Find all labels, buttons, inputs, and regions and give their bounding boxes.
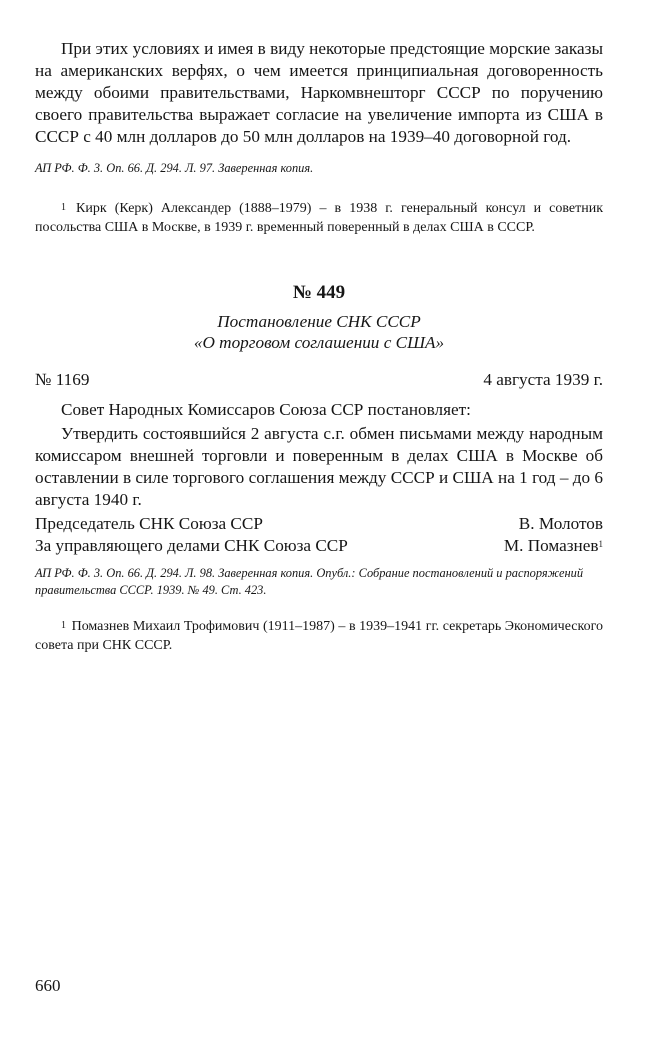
archive-source-2: АП РФ. Ф. 3. Оп. 66. Д. 294. Л. 98. Заверенная копия. Опубл.: Собрание постановлений и распоряжений правительства СССР. 1939. № 49. Ст. 423. [35,566,584,597]
document-date: 4 августа 1939 г. [483,370,603,389]
signature-2-footnote-mark: 1 [598,539,603,549]
registration-number: № 1169 [35,370,90,389]
document-title-line-2: «О торговом соглашении с США» [193,333,445,352]
footnote-2-mark: 1 [61,620,66,631]
archive-source-1: АП РФ. Ф. 3. Оп. 66. Д. 294. Л. 97. Заверенная копия. [35,161,314,175]
footnote-1-text: Кирк (Керк) Александер (1888–1979) – в 1938 г. генеральный консул и советник посольства США в Москве, в 1939 г. временный поверенный в делах США в СССР. [35,201,603,235]
document-number: № 449 [292,282,346,303]
signature-2-name: М. Помазнев [503,536,599,555]
signature-row-1 [35,513,603,535]
document-title-line-1: Постановление СНК СССР [217,312,421,331]
page-content [35,38,603,655]
footnote-2 [35,617,603,655]
page-number: 660 [35,976,61,995]
signature-block [35,513,603,557]
footnote-2-text: Помазнев Михаил Трофимович (1911–1987) – в 1939–1941 гг. секретарь Экономического совета при СНК СССР. [35,619,603,653]
resolution-text: Утвердить состоявшийся 2 августа с.г. обмен письмами между народным комиссаром внешней торговли и поверенным в делах США в Москве об оставлении в силе торгового соглашения между СССР и США на 1 год – до 6 августа 1940 г. [35,424,603,509]
signature-1-role: Председатель СНК Союза ССР [35,514,263,533]
preamble: Совет Народных Комиссаров Союза ССР постановляет: [61,400,471,419]
signature-row-2 [35,535,603,557]
signature-2-name-wrap [504,535,603,557]
document-meta-row [35,369,603,391]
footnote-1 [35,199,603,237]
signature-1-name: В. Молотов [518,514,603,533]
signature-2-role: За управляющего делами СНК Союза ССР [35,536,348,555]
footnote-1-mark: 1 [61,202,66,213]
intro-paragraph: При этих условиях и имея в виду некоторые предстоящие морские заказы на американских верфях, о чем имеется принципиальная договоренность между обоими правительствами, Наркомвнешторг СССР по поручению своего правительства выражает согласие на увеличение импорта из США в СССР с 40 млн долларов до 50 млн долларов на 1939–40 договорной год. [35,39,603,146]
